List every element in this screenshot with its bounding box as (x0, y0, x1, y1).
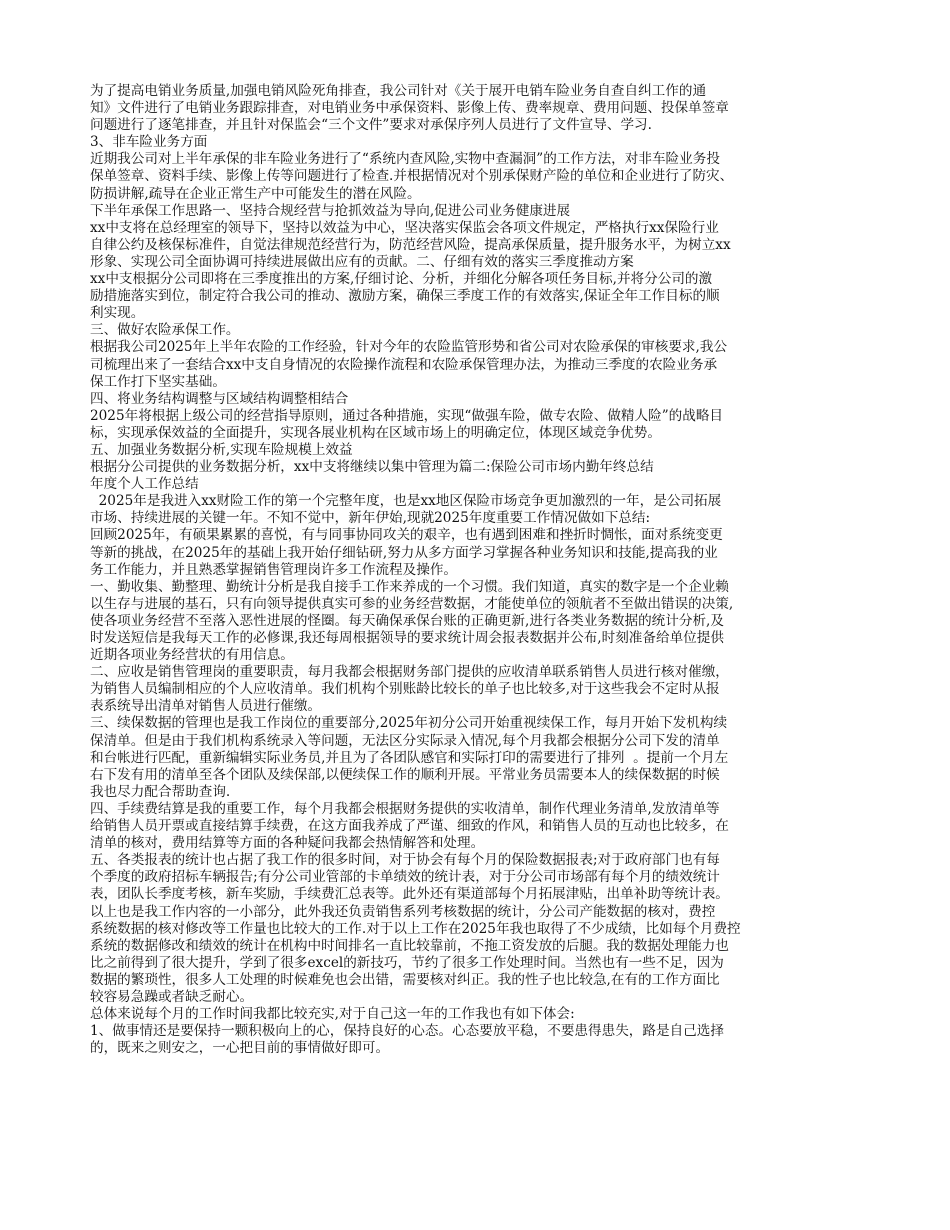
text-line: 等新的挑战，在2025年的基础上我开始仔细钻研,努力从多方面学习掌握各种业务知识和技能,提高我的业 (90, 544, 718, 561)
text-line: 的，既来之则安之，一心把目前的事情做好即可。 (90, 1040, 390, 1057)
text-line: 根据分公司提供的业务数据分析，xx中支将继续以集中管理为篇二:保险公司市场内勤年终总结 (90, 459, 654, 476)
text-line: 利实现。 (90, 305, 145, 322)
text-line: 使各项业务经营不至落入恶性进展的怪圈。每天确保承保台账的正确更新,进行各类业务数据的统计分析,及 (90, 612, 724, 629)
text-line: 总体来说每个月的工作时间我都比较充实,对于自己这一年的工作我也有如下体会: (90, 1006, 575, 1023)
text-line: 保单签章、资料手续、影像上传等问题进行了检查.并根据情况对个别承保财产险的单位和企业进行了防灾、 (90, 168, 734, 185)
text-line: 以生存与进展的基石，只有向领导提供真实可参的业务经营数据，才能使单位的领航者不至做出错误的决策, (90, 595, 734, 612)
text-line: 五、各类报表的统计也占据了我工作的很多时间，对于协会有每个月的保险数据报表;对于政府部门也有每 (90, 852, 720, 869)
text-line: xx中支根据分公司即将在三季度推出的方案,仔细讨论、分析，并细化分解各项任务目标,并将分公司的激 (90, 271, 713, 288)
text-line: 以上也是我工作内容的一小部分，此外我还负责销售系列考核数据的统计，分公司产能数据的核对，费控 (90, 903, 716, 920)
text-line: 1、做事情还是要保持一颗积极向上的心，保持良好的心态。心态要放平稳，不要患得患失，路是自己选择 (90, 1023, 724, 1040)
section-heading: 四、将业务结构调整与区域结构调整相结合 (90, 390, 349, 407)
text-line: 标，实现承保效益的全面提升，实现各展业机构在区域市场上的明确定位，体现区域竞争优势。 (90, 424, 661, 441)
text-line: 保工作打下坚实基础。 (90, 373, 226, 390)
text-line: 自律公约及核保标准件，自觉法律规范经营行为，防范经营风险，提高承保质量，提升服务水平，为树立xx (90, 236, 731, 253)
text-line: 励措施落实到位，制定符合我公司的推动、激励方案，确保三季度工作的有效落实,保证全年工作目标的顺 (90, 288, 720, 305)
text-line: 四、手续费结算是我的重要工作，每个月我都会根据财务提供的实收清单，制作代理业务清单,发放清单等 (90, 800, 720, 817)
text-line: 务工作能力，并且熟悉掌握销售管理岗许多工作流程及操作。 (90, 561, 458, 578)
text-line: 保清单。但是由于我们机构系统录入等问题，无法区分实际录入情况,每个月我都会根据分公司下发的清单 (90, 732, 720, 749)
text-line: 市场、持续进展的关键一年。不知不觉中，新年伊始,现就2025年度重要工作情况做如下总结: (90, 510, 651, 527)
text-line: 数据的繁琐性，很多人工处理的时候难免也会出错，需要核对纠正。我的性子也比较急,在有的工作方面比 (90, 971, 720, 988)
text-line: 为了提高电销业务质量,加强电销风险死角排查，我公司针对《关于展开电销车险业务自查自纠工作的通 (90, 83, 707, 99)
text-line (90, 1074, 858, 1091)
text-line: 系统数据的核对修改等工作量也比较大的工作.对于以上工作在2025年我也取得了不少成绩，比如每个月费控 (90, 920, 741, 937)
text-line: 表系统导出清单对销售人员进行催缴。 (90, 698, 322, 715)
text-line: 右下发有用的清单至各个团队及续保部,以便续保工作的顺利开展。平常业务员需要本人的续保数据的时候 (90, 766, 720, 783)
text-line: 近期各项业务经营状的有用信息。 (90, 647, 294, 664)
text-line: 一、勤收集、勤整理、勤统计分析是我自接手工作来养成的一个习惯。我们知道，真实的数字是一个企业赖 (90, 578, 729, 595)
text-line: 近期我公司对上半年承保的非车险业务进行了“系统内查风险,实物中查漏洞”的工作方法，对非车险业务投 (90, 151, 720, 168)
text-line: 2025年将根据上级公司的经营指导原则，通过各种措施，实现“做强车险，做专农险、做精人险”的战略目 (90, 407, 724, 424)
text-line: 系统的数据修改和绩效的统计在机构中时间排名一直比较靠前，不拖工资发放的后腿。我的数据处理能力也 (90, 937, 729, 954)
text-line: 和台帐进行匹配，重新编辑实际业务员,并且为了各团队感官和实际打印的需要进行了排列 。提前一个月左 (90, 749, 729, 766)
text-line: 知》文件进行了电销业务跟踪排查，对电销业务中承保资料、影像上传、费率规章、费用问题、投保单签章 (90, 100, 729, 117)
document-subtitle: 年度个人工作总结 (90, 476, 199, 493)
text-line: 回顾2025年，有硕果累累的喜悦，有与同事协同攻关的艰辛，也有遇到困难和挫折时惆怅，面对系统变更 (90, 527, 723, 544)
text-line: 三、续保数据的管理也是我工作岗位的重要部分,2025年初分公司开始重视续保工作，每月开始下发机构续 (90, 715, 728, 732)
text-line: 时发送短信是我每天工作的必修课,我还每周根据领导的要求统计周会报表数据并公布,时刻准备给单位提供 (90, 630, 724, 646)
text-line: 司梳理出来了一套结合xx中支自身情况的农险操作流程和农险承保管理办法，为推动三季度的农险业务承 (90, 356, 718, 373)
document-body (90, 83, 858, 1092)
text-line: xx中支将在总经理室的领导下，坚持以效益为中心，坚决落实保监会各项文件规定，严格执行xx保险行业 (90, 219, 719, 236)
text-line: 给销售人员开票或直接结算手续费，在这方面我养成了严谨、细致的作风，和销售人员的互动也比较多，在 (90, 818, 729, 835)
section-heading: 三、做好农险承保工作。 (90, 322, 240, 339)
text-line: 较容易急躁或者缺乏耐心。 (90, 988, 254, 1005)
text-line: 二、应收是销售管理岗的重要职责，每月我都会根据财务部门提供的应收清单联系销售人员进行核对催缴， (90, 664, 729, 681)
text-line (90, 1057, 858, 1074)
text-line: 2025年是我进入xx财险工作的第一个完整年度，也是xx地区保险市场竞争更加激烈的一年，是公司拓展 (90, 493, 722, 510)
section-heading: 3、非车险业务方面 (90, 134, 208, 151)
text-line: 我也尽力配合帮助查询. (90, 783, 231, 800)
text-line: 清单的核对，费用结算等方面的各种疑问我都会热情解答和处理。 (90, 835, 485, 852)
text-line: 问题进行了逐笔排查，并且针对保监会“三个文件”要求对承保序列人员进行了文件宣导、学习. (90, 117, 652, 134)
text-line: 个季度的政府招标车辆报告;有分公司业管部的卡单绩效的统计表，对于分公司市场部有每个月的绩效统计 (90, 869, 720, 886)
text-line: 表，团队长季度考核，新车奖励，手续费汇总表等。此外还有渠道部每个月拓展津贴，出单补助等统计表。 (90, 886, 729, 903)
text-line: 比之前得到了很大提升，学到了很多excel的新技巧，节约了很多工作处理时间。当然也有一些不足，因为 (90, 954, 724, 971)
section-heading: 下半年承保工作思路一、坚持合规经营与抢抓效益为导向,促进公司业务健康进展 (90, 202, 571, 219)
section-heading: 五、加强业务数据分析,实现车险规模上效益 (90, 441, 353, 458)
text-line: 为销售人员编制相应的个人应收清单。我们机构个别账龄比较长的单子也比较多,对于这些我会不定时从报 (90, 681, 720, 698)
text-line: 防损讲解,疏导在企业正常生产中可能发生的潜在风险。 (90, 185, 421, 202)
text-line: 根据我公司2025年上半年农险的工作经验，针对今年的农险监管形势和省公司对农险承保的审核要求,我公 (90, 339, 728, 356)
text-line: 形象、实现公司全面协调可持续进展做出应有的贡献。二、仔细有效的落实三季度推动方案 (90, 253, 634, 270)
